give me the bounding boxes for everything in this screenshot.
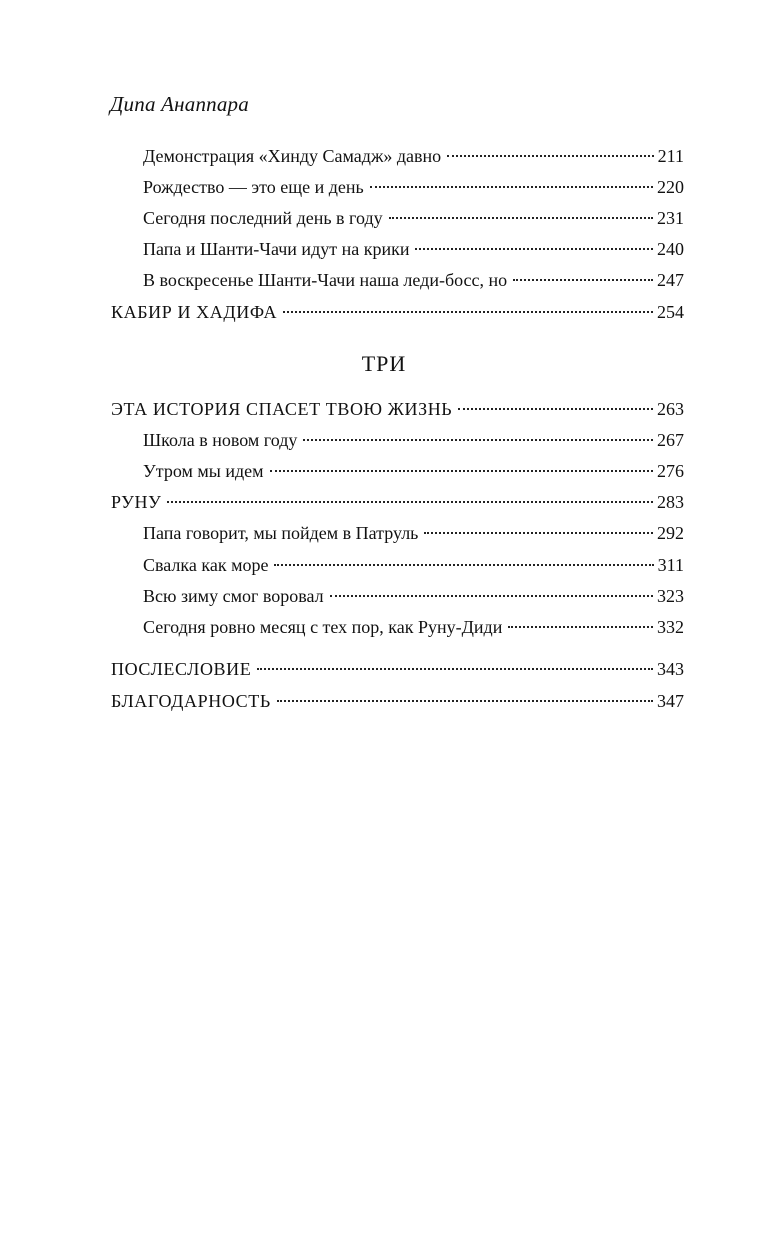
toc-entry-title: ПОСЛЕСЛОВИЕ <box>111 659 252 679</box>
toc-entry-page: 263 <box>657 399 684 419</box>
dot-leader <box>330 595 653 597</box>
dot-leader <box>167 501 653 503</box>
dot-leader <box>513 279 653 281</box>
toc-chapter-entry[interactable] <box>111 688 684 714</box>
toc-entry-page: 292 <box>657 523 684 543</box>
dot-leader <box>370 186 653 188</box>
toc-entry-title: Всю зиму смог воровал <box>143 586 324 606</box>
dot-leader <box>415 248 653 250</box>
toc-entry[interactable] <box>143 458 684 484</box>
toc-entry[interactable] <box>143 205 684 231</box>
toc-entry[interactable] <box>143 174 684 200</box>
toc-entry-title: Папа говорит, мы пойдем в Патруль <box>143 523 419 543</box>
toc-entry-page: 323 <box>657 586 684 606</box>
dot-leader <box>270 470 653 472</box>
dot-leader <box>389 217 653 219</box>
dot-leader <box>283 311 653 313</box>
toc-entry-title: Рождество — это еще и день <box>143 177 364 197</box>
dot-leader <box>458 408 653 410</box>
toc-chapter-entry[interactable] <box>111 656 684 682</box>
dot-leader <box>257 668 653 670</box>
dot-leader <box>303 439 653 441</box>
toc-entry-page: 247 <box>657 270 684 290</box>
toc-chapter-entry[interactable] <box>111 396 684 422</box>
toc-entry[interactable] <box>143 267 684 293</box>
toc-entry-page: 332 <box>657 617 684 637</box>
toc-entry-page: 283 <box>657 492 684 512</box>
running-head-author: Дипа Анаппара <box>110 92 249 116</box>
toc-entry-page: 311 <box>657 555 684 575</box>
toc-entry[interactable] <box>143 427 684 453</box>
toc-entry-title: Папа и Шанти-Чачи идут на крики <box>143 239 410 259</box>
toc-entry-page: 211 <box>657 146 684 166</box>
toc-entry-page: 276 <box>657 461 684 481</box>
dot-leader <box>447 155 653 157</box>
part-heading: ТРИ <box>361 351 407 376</box>
toc-entry[interactable] <box>143 614 684 640</box>
toc-chapter-entry[interactable] <box>111 299 684 325</box>
toc-entry-title: Демонстрация «Хинду Самадж» давно <box>143 146 442 166</box>
toc-entry-page: 220 <box>657 177 684 197</box>
toc-entry[interactable] <box>143 552 684 578</box>
toc-entry-title: Утром мы идем <box>143 461 264 481</box>
toc-entry[interactable] <box>143 143 684 169</box>
toc-entry-title: Сегодня ровно месяц с тех пор, как Руну-Диди <box>143 617 503 637</box>
toc-entry-title: Сегодня последний день в году <box>143 208 383 228</box>
toc-entry-page: 254 <box>657 302 684 322</box>
toc-entry[interactable] <box>143 236 684 262</box>
toc-entry-title: Свалка как море <box>143 555 269 575</box>
toc-entry-title: РУНУ <box>111 492 162 512</box>
toc-entry-title: Школа в новом году <box>143 430 298 450</box>
toc-entry[interactable] <box>143 520 684 546</box>
toc-chapter-entry[interactable] <box>111 489 684 515</box>
dot-leader <box>508 626 653 628</box>
dot-leader <box>274 564 653 566</box>
toc-entry-page: 347 <box>657 691 684 711</box>
toc-entry-title: КАБИР И ХАДИФА <box>111 302 278 322</box>
toc-entry-page: 343 <box>657 659 684 679</box>
dot-leader <box>277 700 653 702</box>
toc-entry-title: ЭТА ИСТОРИЯ СПАСЕТ ТВОЮ ЖИЗНЬ <box>111 399 453 419</box>
toc-entry[interactable] <box>143 583 684 609</box>
dot-leader <box>424 532 653 534</box>
toc-entry-page: 267 <box>657 430 684 450</box>
toc-entry-page: 231 <box>657 208 684 228</box>
toc-entry-page: 240 <box>657 239 684 259</box>
toc-entry-title: БЛАГОДАРНОСТЬ <box>111 691 271 711</box>
toc-entry-title: В воскресенье Шанти-Чачи наша леди-босс, но <box>143 270 508 290</box>
